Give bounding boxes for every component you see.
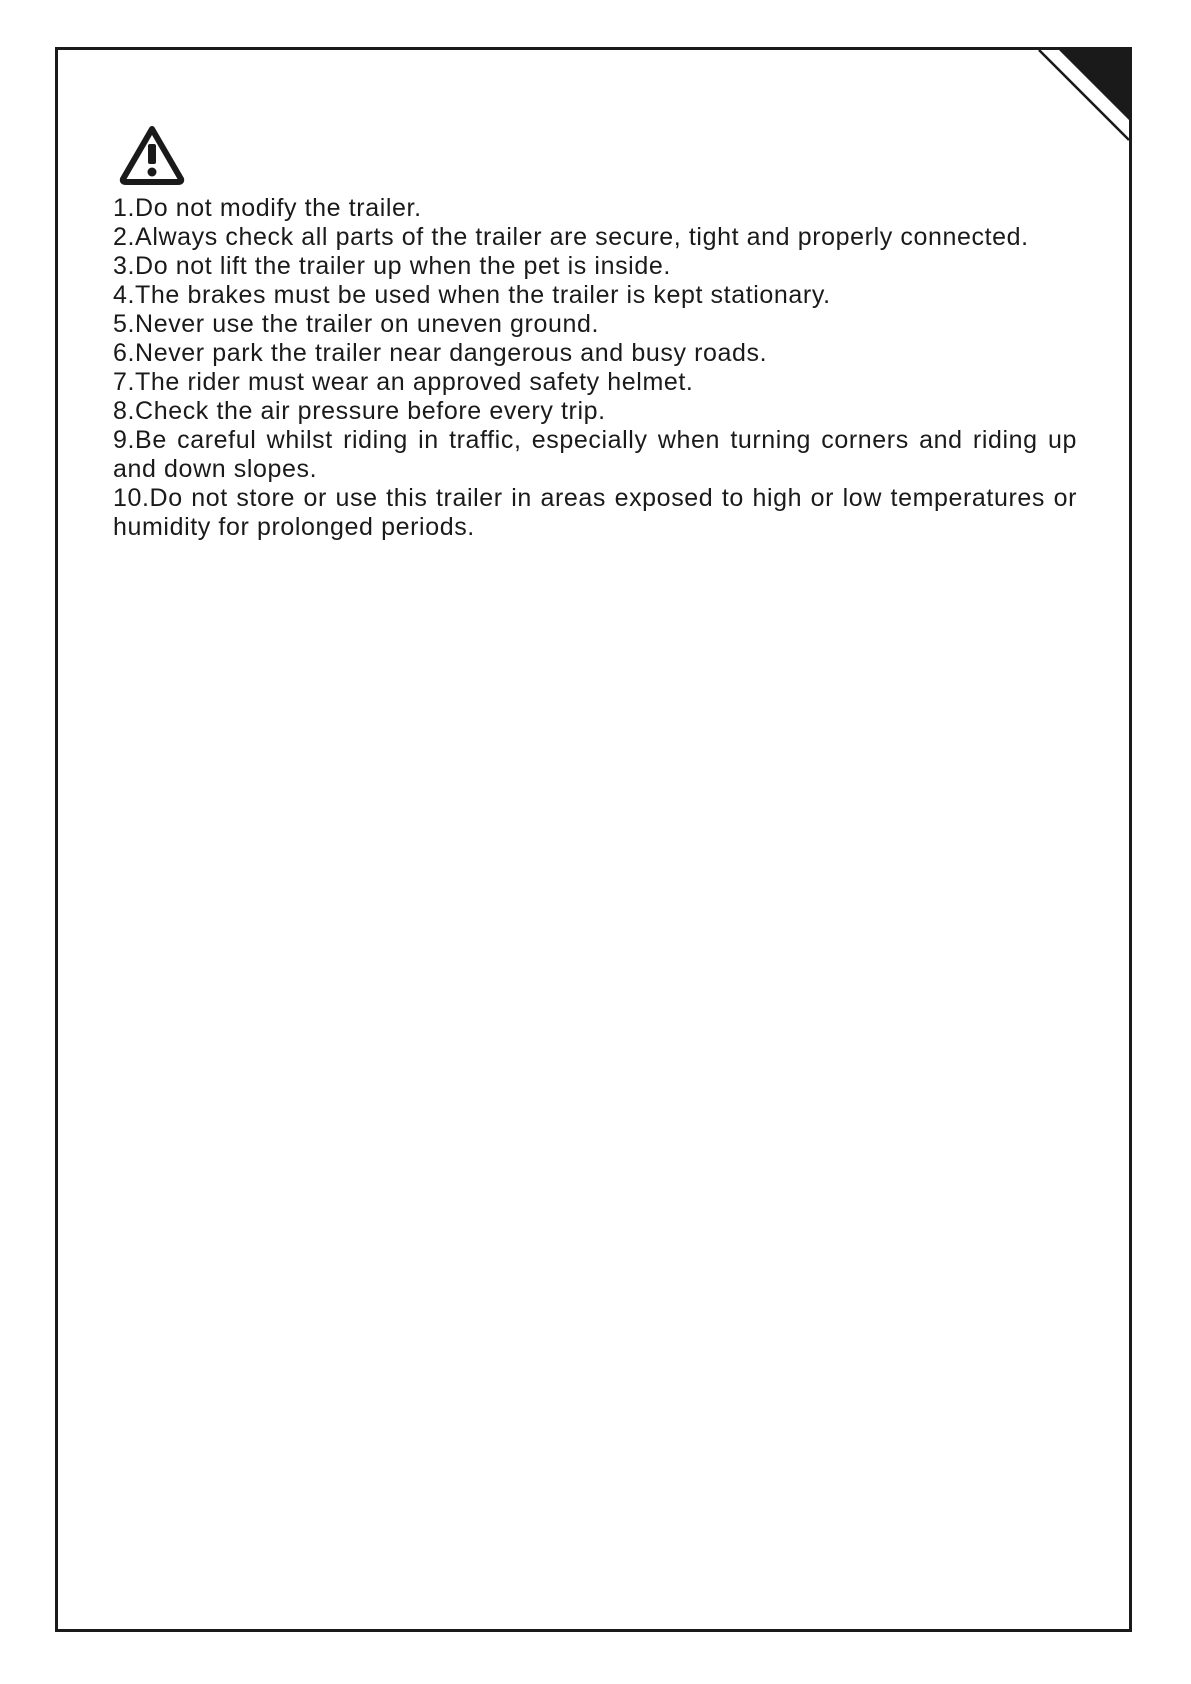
instruction-item: 8.Check the air pressure before every trip. xyxy=(113,397,606,425)
instruction-item: 6.Never park the trailer near dangerous and busy roads. xyxy=(113,339,768,367)
instruction-item: 9.Be careful whilst riding in traffic, especially when turning corners and riding up and down slopes. xyxy=(113,426,1077,483)
instruction-item: 1.Do not modify the trailer. xyxy=(113,194,422,222)
instruction-item: 5.Never use the trailer on uneven ground. xyxy=(113,310,600,338)
warning-triangle-icon xyxy=(118,124,186,186)
safety-instructions-list xyxy=(113,194,1077,542)
instruction-item: 10.Do not store or use this trailer in areas exposed to high or low temperatures or humidity for prolonged periods. xyxy=(113,484,1077,541)
instruction-item: 2.Always check all parts of the trailer are secure, tight and properly connected. xyxy=(113,223,1029,251)
page-corner-mark xyxy=(1029,50,1129,150)
instruction-item: 7.The rider must wear an approved safety helmet. xyxy=(113,368,694,396)
instruction-item: 3.Do not lift the trailer up when the pet is inside. xyxy=(113,252,671,280)
instruction-item: 4.The brakes must be used when the trailer is kept stationary. xyxy=(113,281,831,309)
